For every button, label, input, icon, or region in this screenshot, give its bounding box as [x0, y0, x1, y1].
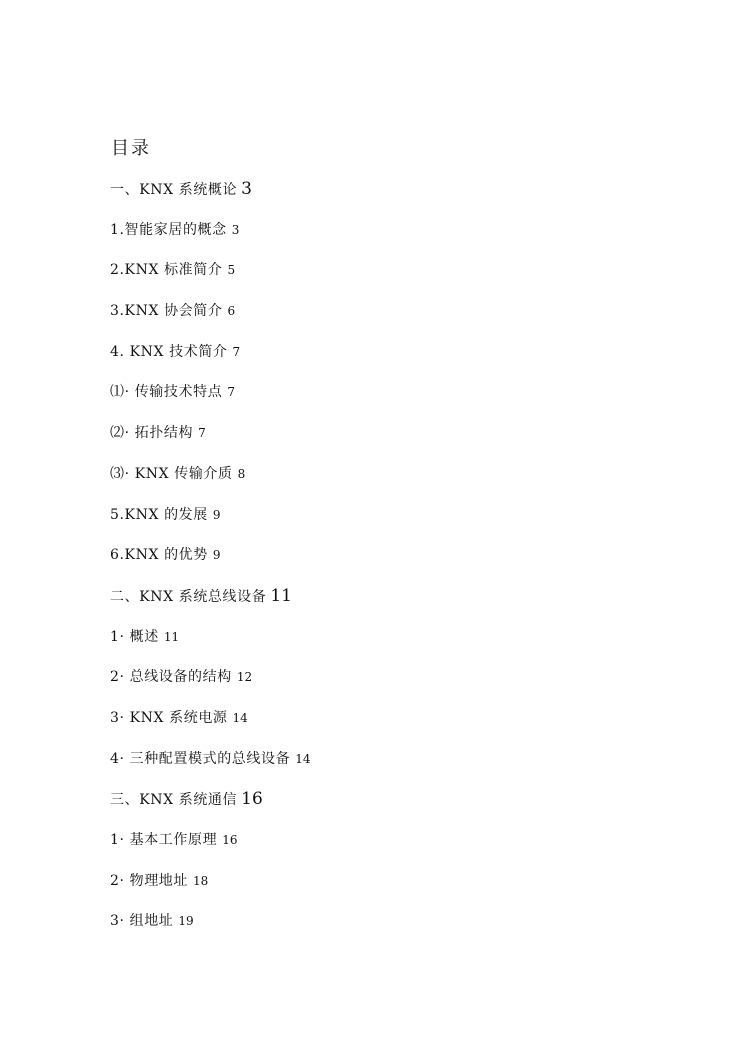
toc-entry-page-number: 7 — [198, 426, 206, 441]
toc-entry-label: 二、KNX 系统总线设备 — [110, 588, 267, 605]
toc-entry-label: 3· KNX 系统电源 — [110, 709, 228, 726]
toc-entry-label: ⑴· 传输技术特点 — [110, 384, 223, 401]
toc-entry-page-number: 18 — [193, 873, 209, 888]
toc-entry-page-number: 14 — [232, 710, 248, 725]
toc-entry-page-number: 3 — [241, 179, 252, 199]
toc-chapter-entry[interactable] — [110, 583, 311, 624]
toc-entry-label: ⑵· 拓扑结构 — [110, 425, 194, 442]
toc-section-entry[interactable] — [110, 339, 311, 380]
toc-entry-label: 一、KNX 系统概论 — [110, 182, 238, 198]
toc-entry-label: 4· 三种配置模式的总线设备 — [110, 750, 291, 767]
toc-entry-label: 2· 总线设备的结构 — [110, 669, 232, 686]
toc-section-entry[interactable] — [110, 217, 311, 258]
toc-entry-page-number: 11 — [163, 629, 180, 644]
toc-entry-page-number: 14 — [295, 751, 311, 766]
toc-section-entry[interactable] — [110, 298, 311, 339]
toc-chapter-entry[interactable] — [110, 176, 311, 217]
toc-entry-label: 3.KNX 协会简介 — [110, 303, 223, 320]
toc-section-entry[interactable] — [110, 257, 311, 298]
toc-entry-page-number: 9 — [212, 548, 221, 563]
toc-entry-label: 1.智能家居的概念 — [110, 221, 227, 238]
toc-section-entry[interactable] — [110, 502, 311, 543]
toc-section-entry[interactable] — [110, 420, 311, 461]
toc-section-entry[interactable] — [110, 908, 311, 949]
toc-list — [110, 176, 311, 949]
toc-entry-label: 1· 基本工作原理 — [110, 832, 218, 848]
toc-entry-page-number: 3 — [231, 222, 240, 237]
toc-entry-page-number: 11 — [270, 585, 292, 606]
toc-entry-label: 2· 物理地址 — [110, 872, 189, 889]
toc-entry-page-number: 12 — [236, 670, 253, 685]
toc-entry-page-number: 16 — [222, 833, 238, 847]
toc-section-entry[interactable] — [110, 746, 311, 787]
toc-title: 目录 — [111, 138, 151, 159]
toc-entry-label: 4. KNX 技术简介 — [110, 343, 228, 360]
toc-section-entry[interactable] — [110, 461, 311, 502]
toc-entry-page-number: 8 — [237, 466, 246, 481]
toc-entry-page-number: 9 — [212, 507, 221, 522]
toc-chapter-entry[interactable] — [110, 786, 311, 827]
toc-entry-label: 1· 概述 — [110, 628, 159, 645]
toc-entry-page-number: 6 — [227, 304, 236, 319]
toc-entry-page-number: 16 — [241, 789, 263, 810]
toc-section-entry[interactable] — [110, 624, 311, 665]
toc-section-entry[interactable] — [110, 379, 311, 420]
toc-section-entry[interactable] — [110, 664, 311, 705]
toc-section-entry[interactable] — [110, 542, 311, 583]
toc-entry-label: ⑶· KNX 传输介质 — [110, 465, 233, 482]
toc-entry-label: 6.KNX 的优势 — [110, 547, 208, 564]
toc-section-entry[interactable] — [110, 827, 311, 868]
toc-section-entry[interactable] — [110, 705, 311, 746]
toc-section-entry[interactable] — [110, 868, 311, 909]
toc-entry-page-number: 7 — [227, 385, 235, 400]
toc-entry-label: 3· 组地址 — [110, 913, 174, 930]
toc-entry-page-number: 7 — [232, 344, 241, 359]
toc-entry-label: 三、KNX 系统通信 — [110, 792, 238, 809]
toc-entry-page-number: 19 — [178, 914, 194, 929]
toc-entry-label: 2.KNX 标准简介 — [110, 262, 223, 279]
toc-entry-page-number: 5 — [227, 263, 236, 278]
toc-entry-label: 5.KNX 的发展 — [110, 506, 208, 523]
